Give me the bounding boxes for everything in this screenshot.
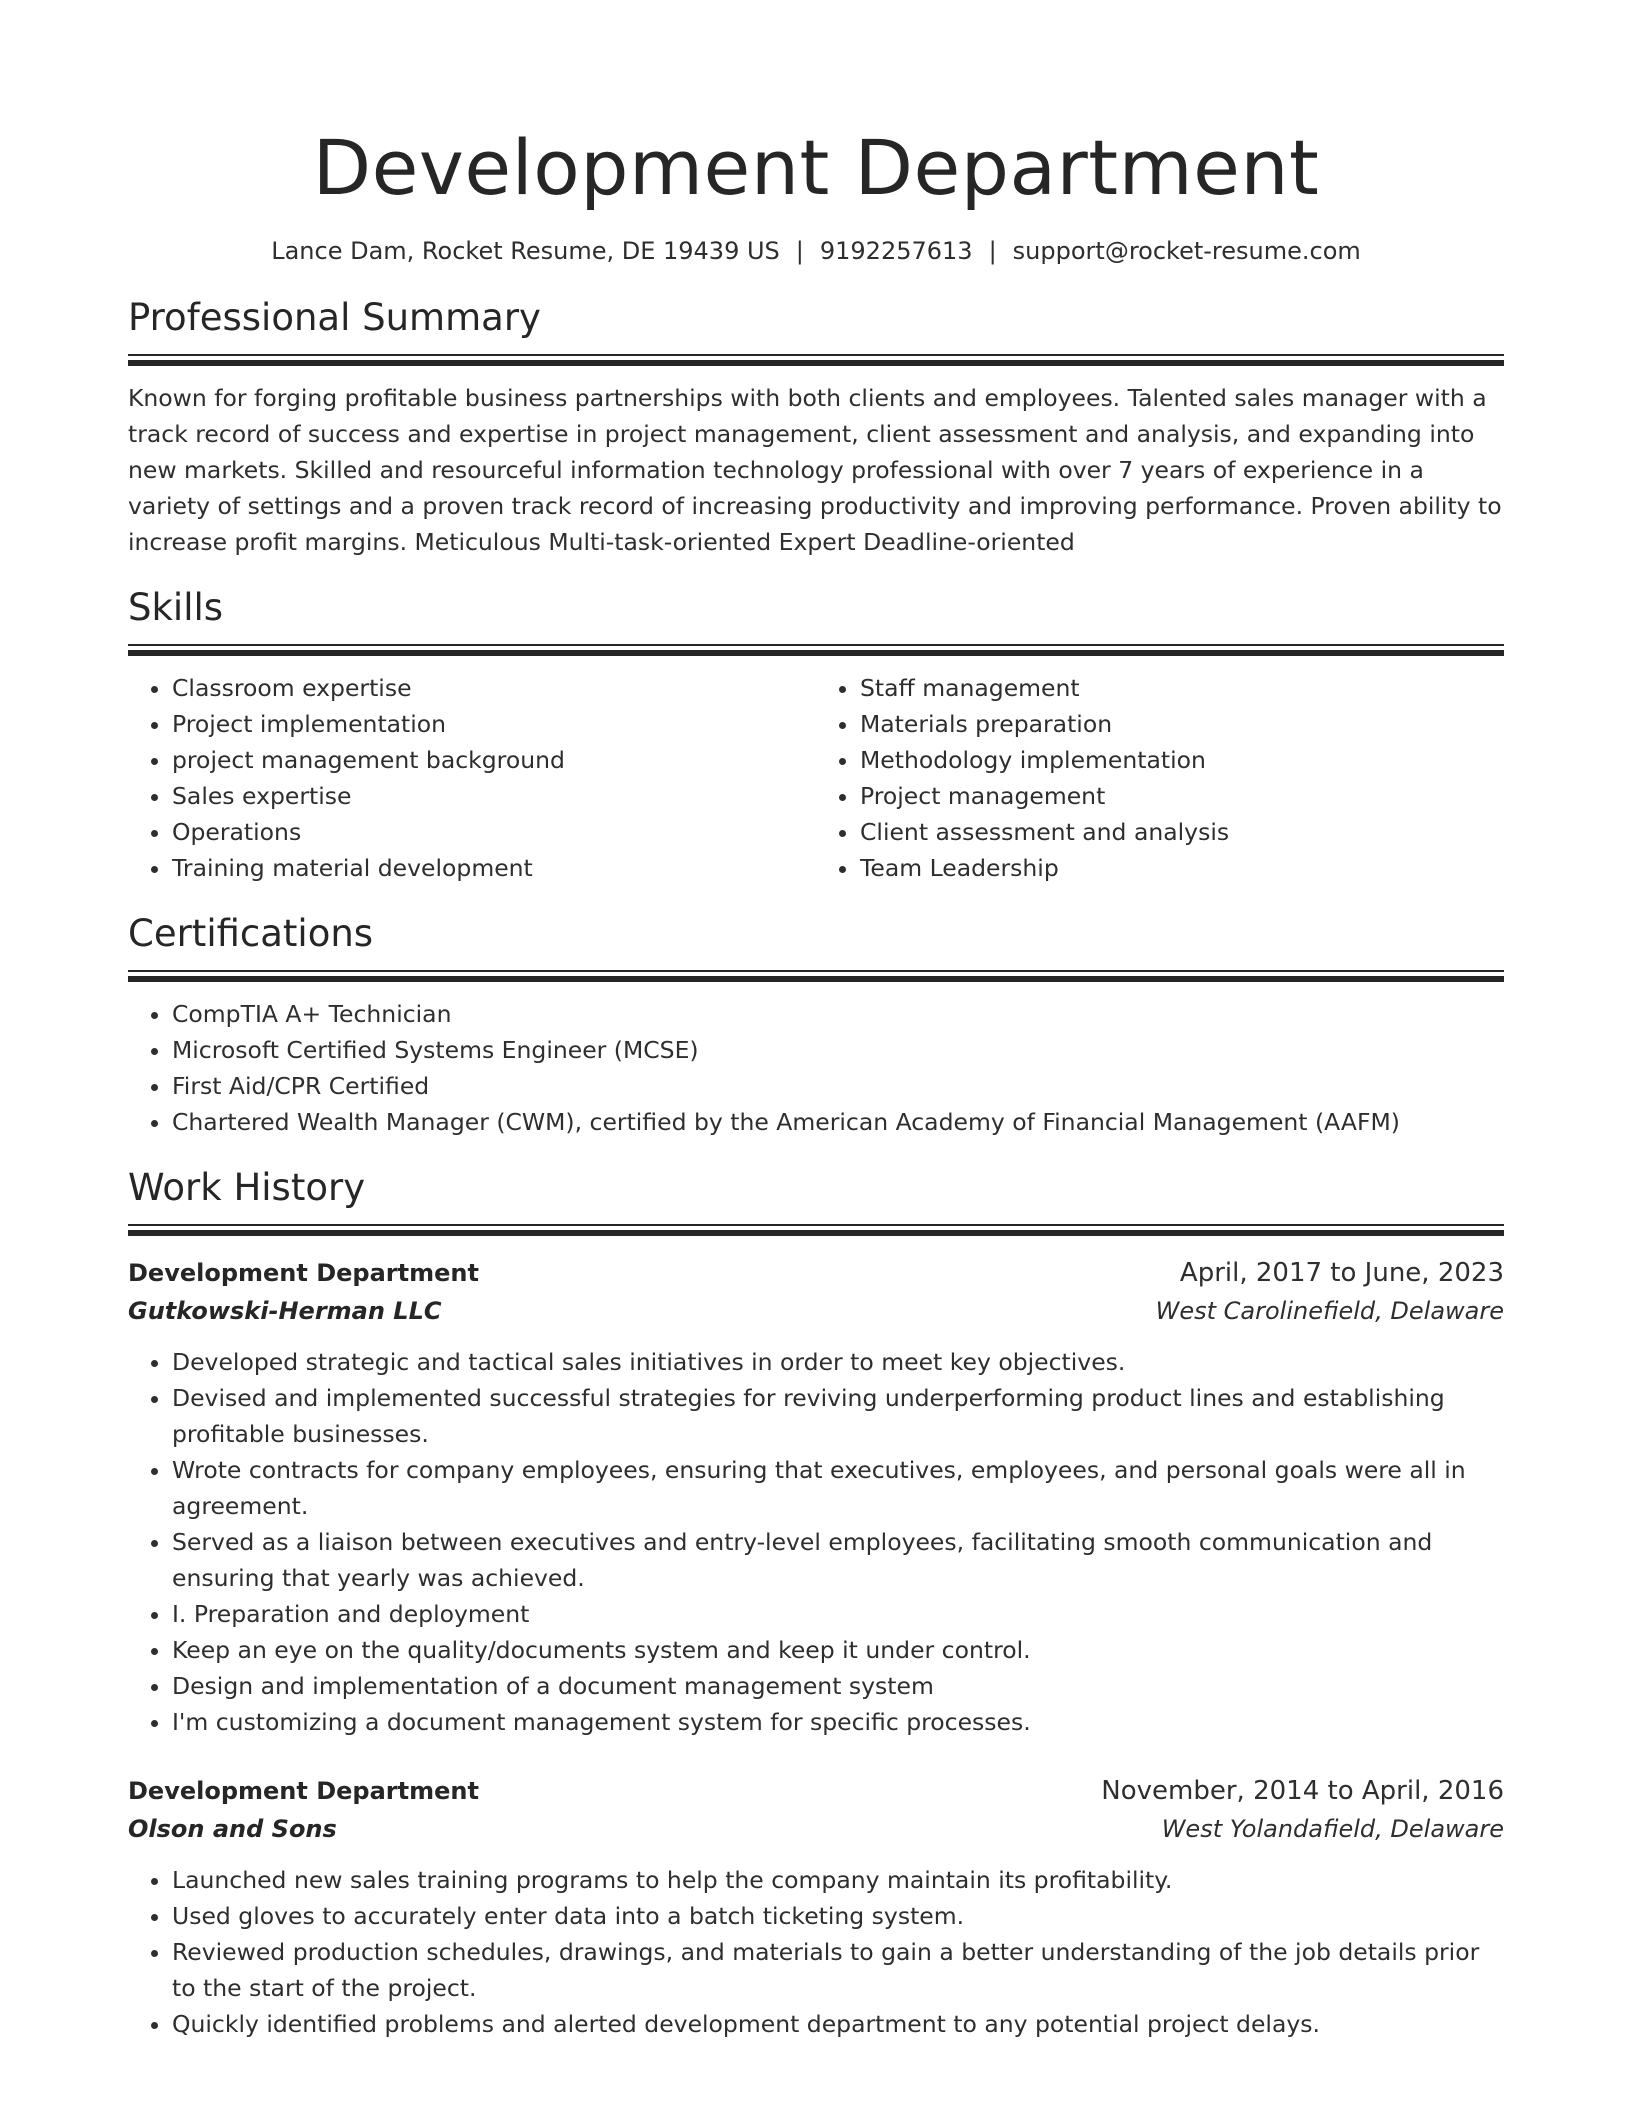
certifications-heading: Certifications (128, 912, 374, 955)
job-location: West Yolandafield, Delaware (1161, 1815, 1504, 1843)
skill-item: • Project management (860, 778, 1504, 814)
skill-item: • Training material development (172, 850, 816, 886)
job-entry (128, 1254, 1504, 1740)
work-history-section (128, 1164, 1504, 2042)
certifications-section (128, 910, 1504, 1140)
job-dates: April, 2017 to June, 2023 (1179, 1258, 1504, 1288)
job-duty: • Launched new sales training programs to help the company maintain its profitability. (172, 1862, 1504, 1898)
contact-phone: 9192257613 (819, 237, 973, 265)
job-duties-list (128, 1862, 1504, 2042)
skill-item: • Methodology implementation (860, 742, 1504, 778)
skills-list-left (128, 670, 816, 886)
skill-item: • Project implementation (172, 706, 816, 742)
job-duty: • Reviewed production schedules, drawings, and materials to gain a better understanding of the job details prior to the start of the project. (172, 1934, 1504, 2006)
job-duty: • Used gloves to accurately enter data into a batch ticketing system. (172, 1898, 1504, 1934)
job-duty: • I. Preparation and deployment (172, 1596, 1504, 1632)
skill-item: • Team Leadership (860, 850, 1504, 886)
skills-heading: Skills (128, 586, 224, 629)
job-title: Development Department (128, 1259, 479, 1287)
skill-item: • Operations (172, 814, 816, 850)
job-title: Development Department (128, 1777, 479, 1805)
certification-item: • Microsoft Certified Systems Engineer (MCSE) (172, 1032, 1504, 1068)
contact-separator: | (988, 237, 997, 265)
job-duty: • Design and implementation of a document management system (172, 1668, 1504, 1704)
section-divider (128, 644, 1504, 656)
skill-item: • Classroom expertise (172, 670, 816, 706)
skills-list-right (816, 670, 1504, 886)
contact-email: support@rocket-resume.com (1012, 237, 1361, 265)
job-duty: • Developed strategic and tactical sales initiatives in order to meet key objectives. (172, 1344, 1504, 1380)
job-duty: • I'm customizing a document management system for specific processes. (172, 1704, 1504, 1740)
summary-text: Known for forging profitable business partnerships with both clients and employees. Talented sales manager with a track record of success and expertise in project management, client assessment and analysis, and expanding into new markets. Skilled and resourceful information technology professional with over 7 years of experience in a variety of settings and a proven track record of increasing productivity and improving performance. Proven ability to increase profit margins. Meticulous Multi-task-oriented Expert Deadline-oriented (128, 384, 1502, 556)
skill-item: • Materials preparation (860, 706, 1504, 742)
job-duty: • Served as a liaison between executives and entry-level employees, facilitating smooth communication and ensuring that yearly was achieved. (172, 1524, 1504, 1596)
job-duty: • Devised and implemented successful strategies for reviving underperforming product lines and establishing profitable businesses. (172, 1380, 1504, 1452)
job-duty: • Wrote contracts for company employees, ensuring that executives, employees, and personal goals were all in agreement. (172, 1452, 1504, 1524)
skills-grid (128, 670, 1504, 886)
contact-address: Lance Dam, Rocket Resume, DE 19439 US (271, 237, 780, 265)
job-location: West Carolinefield, Delaware (1155, 1297, 1504, 1325)
contact-line (128, 234, 1504, 268)
job-duty: • Keep an eye on the quality/documents system and keep it under control. (172, 1632, 1504, 1668)
job-dates: November, 2014 to April, 2016 (1101, 1776, 1504, 1806)
job-duties-list (128, 1344, 1504, 1740)
skill-item: • Client assessment and analysis (860, 814, 1504, 850)
job-company: Gutkowski-Herman LLC (128, 1297, 442, 1325)
job-duty: • Quickly identified problems and alerted development department to any potential project delays. (172, 2006, 1504, 2042)
summary-section (128, 294, 1504, 560)
section-divider (128, 354, 1504, 366)
job-company: Olson and Sons (128, 1815, 337, 1843)
certification-item: • Chartered Wealth Manager (CWM), certified by the American Academy of Financial Management (AAFM) (172, 1104, 1504, 1140)
contact-separator: | (795, 237, 804, 265)
resume-page (128, 0, 1504, 2042)
skills-section (128, 584, 1504, 886)
page-title: Development Department (312, 123, 1320, 212)
work-history-heading: Work History (128, 1166, 366, 1209)
skill-item: • Staff management (860, 670, 1504, 706)
skill-item: • Sales expertise (172, 778, 816, 814)
certification-item: • First Aid/CPR Certified (172, 1068, 1504, 1104)
certifications-list (128, 996, 1504, 1140)
skill-item: • project management background (172, 742, 816, 778)
section-divider (128, 1224, 1504, 1236)
job-entry (128, 1772, 1504, 2042)
certification-item: • CompTIA A+ Technician (172, 996, 1504, 1032)
summary-heading: Professional Summary (128, 296, 541, 339)
section-divider (128, 970, 1504, 982)
